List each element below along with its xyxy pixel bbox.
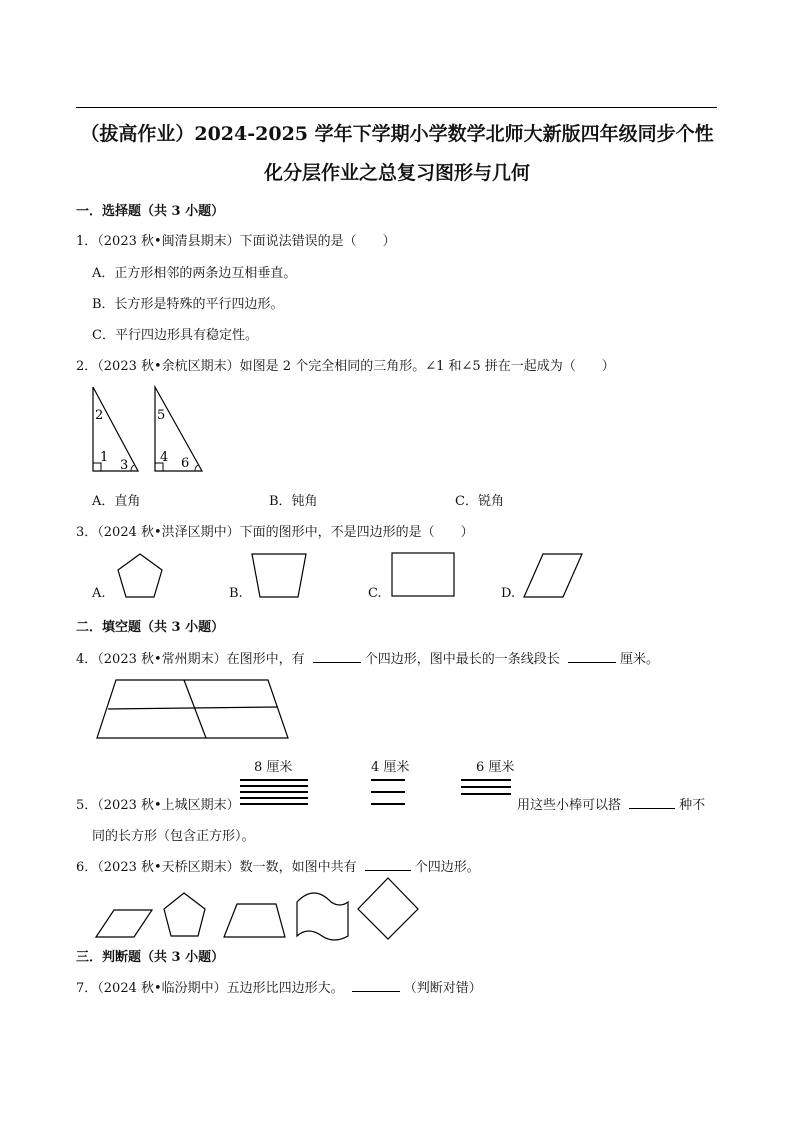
sticks-8cm-group xyxy=(240,776,310,806)
page-title-line-2: 化分层作业之总复习图形与几何 xyxy=(263,162,530,184)
question-3-option-a-label: A. xyxy=(92,586,106,601)
triangle-2-angle-5: 5 xyxy=(157,408,166,423)
q6-wavy-shape xyxy=(297,893,348,940)
question-6-shapes-figure xyxy=(94,878,424,942)
pentagon-shape xyxy=(116,553,164,599)
question-2-option-a: A．直角 xyxy=(92,494,141,509)
question-1-option-b: B．长方形是特殊的平行四边形。 xyxy=(92,297,284,312)
question-4-answer-blank-1[interactable] xyxy=(313,651,361,663)
question-7-stem xyxy=(76,977,482,996)
question-1-option-a: A．正方形相邻的两条边互相垂直。 xyxy=(92,266,297,281)
rectangle-shape xyxy=(391,552,455,597)
question-7-answer-blank[interactable] xyxy=(352,980,400,992)
header-rule xyxy=(76,107,717,108)
question-2-stem: 2．（2023 秋•余杭区期末）如图是 2 个完全相同的三角形。∠1 和∠5 拼在一起成为（ ） xyxy=(76,359,615,374)
section-heading-judge: 三．判断题（共 3 小题） xyxy=(76,950,225,965)
triangle-2-angle-4: 4 xyxy=(160,450,169,465)
question-7-stem-part-2: （判断对错） xyxy=(403,981,482,996)
question-4-quadrilateral-figure xyxy=(96,678,290,740)
question-7-stem-part-1: 7．（2024 秋•临汾期中）五边形比四边形大。 xyxy=(76,981,344,996)
question-5-answer-blank[interactable] xyxy=(629,797,675,809)
question-2-option-c: C．锐角 xyxy=(455,494,504,509)
question-6-answer-blank[interactable] xyxy=(365,859,411,871)
parallelogram-shape xyxy=(523,553,583,599)
question-2-triangles-figure xyxy=(88,385,208,475)
stick-label-4cm: 4 厘米 xyxy=(371,760,410,775)
question-5-stem-rest xyxy=(517,794,705,813)
section-heading-fill: 二．填空题（共 3 小题） xyxy=(76,620,225,635)
question-1-stem: 1．（2023 秋•闽清县期末）下面说法错误的是（ ） xyxy=(76,234,396,249)
question-5-line-2: 同的长方形（包含正方形）。 xyxy=(92,829,255,844)
question-6-stem-part-1: 6．（2023 秋•天桥区期末）数一数，如图中共有 xyxy=(76,860,357,875)
triangle-1-angle-1: 1 xyxy=(100,450,109,465)
question-4-stem-part-3: 厘米。 xyxy=(619,652,659,667)
q6-trapezoid xyxy=(224,904,285,937)
sticks-6cm-group xyxy=(461,776,513,798)
question-4-stem xyxy=(76,648,659,667)
triangle-2 xyxy=(155,387,202,471)
q6-diamond xyxy=(358,878,418,939)
question-3-option-d-label: D. xyxy=(501,586,516,601)
triangle-1 xyxy=(93,387,138,473)
triangle-1-angle-3: 3 xyxy=(120,458,129,473)
stick-label-8cm: 8 厘米 xyxy=(254,760,293,775)
triangle-1-angle-2: 2 xyxy=(95,408,104,423)
question-2-option-b: B．钝角 xyxy=(269,494,318,509)
question-1-option-c: C．平行四边形具有稳定性。 xyxy=(92,328,258,343)
question-4-stem-part-1: 4．（2023 秋•常州期末）在图形中，有 xyxy=(76,652,305,667)
q6-parallelogram xyxy=(96,910,152,937)
triangle-2-angle-6: 6 xyxy=(181,456,190,471)
question-6-stem-part-2: 个四边形。 xyxy=(414,860,480,875)
question-4-answer-blank-2[interactable] xyxy=(568,651,616,663)
question-6-stem xyxy=(76,856,480,875)
question-3-option-c-label: C. xyxy=(368,586,382,601)
question-5-stem-mid: 用这些小棒可以搭 xyxy=(517,798,622,813)
question-5-stem-tail: 种不 xyxy=(679,798,706,813)
question-5-stem-prefix: 5．（2023 秋•上城区期末） xyxy=(76,798,240,813)
page-title-line-1: （拔高作业）2024-2025 学年下学期小学数学北师大新版四年级同步个性 xyxy=(80,123,714,145)
question-3-stem: 3．（2024 秋•洪泽区期中）下面的图形中，不是四边形的是（ ） xyxy=(76,525,474,540)
section-heading-choice: 一．选择题（共 3 小题） xyxy=(76,204,225,219)
q6-pentagon xyxy=(164,893,205,936)
trapezoid-shape xyxy=(251,553,307,599)
stick-label-6cm: 6 厘米 xyxy=(476,760,515,775)
question-4-stem-part-2: 个四边形，图中最长的一条线段长 xyxy=(364,652,560,667)
sticks-4cm-group xyxy=(371,776,407,806)
question-3-option-b-label: B. xyxy=(229,586,243,601)
